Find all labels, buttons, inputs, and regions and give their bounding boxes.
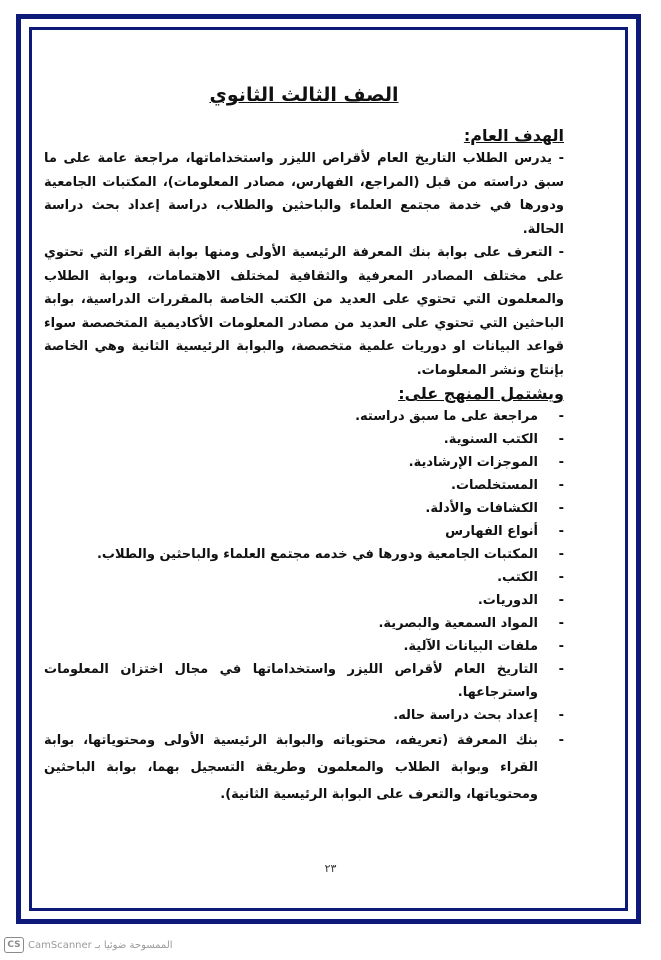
list-item: - بنك المعرفة (تعريفه، محتوياته والبوابة الرئيسية الأولى ومحتوياتها، بوابة القراء وبوابة الطلاب والمعلمون وطريقة التسجيل بهما، بوابة الباحثين ومحتوياتها، والتعرف على البوابة الرئيسية الثانية).: [44, 727, 564, 808]
camscanner-watermark: الممسوحة ضوئيا بـ CamScanner: [28, 939, 173, 951]
list-item: - التاريخ العام لأقراص الليزر واستخداماتها في مجال اختزان المعلومات واسترجاعها.: [44, 658, 564, 704]
list-item: - ملفات البيانات الآلية.: [44, 635, 564, 658]
page-number: ٢٣: [324, 862, 337, 875]
document-page: [44, 80, 564, 808]
list-item: - الكشافات والأدلة.: [44, 497, 564, 520]
goal-paragraph-1: - يدرس الطلاب التاريخ العام لأقراص الليزر واستخداماتها، مراجعة عامة على ما سبق دراسته من قبل (المراجع، الفهارس، مصادر المعلومات)، المكتبات الجامعية ودورها في خدمة مجتمع العلماء والباحثين والطلاب، دراسة إعداد بحث دراسة الحالة.: [44, 151, 564, 237]
list-item: - الدوريات.: [44, 589, 564, 612]
list-item: - المواد السمعية والبصرية.: [44, 612, 564, 635]
list-item: - الموجزات الإرشادية.: [44, 451, 564, 474]
list-item: - المستخلصات.: [44, 474, 564, 497]
list-item: - الكتب.: [44, 566, 564, 589]
list-item: - مراجعة على ما سبق دراسته.: [44, 405, 564, 428]
curriculum-list: [44, 405, 564, 808]
list-item: - المكتبات الجامعية ودورها في خدمه مجتمع العلماء والباحثين والطلاب.: [44, 543, 564, 566]
curriculum-heading: ويشتمل المنهج على:: [398, 384, 564, 403]
list-item: - إعداد بحث دراسة حاله.: [44, 704, 564, 727]
camscanner-footer: [4, 936, 173, 954]
page-title: الصف الثالث الثانوي: [209, 84, 399, 106]
goal-heading: الهدف العام:: [463, 126, 564, 145]
list-item: - الكتب السنوية.: [44, 428, 564, 451]
goal-paragraph-2: - التعرف على بوابة بنك المعرفة الرئيسية الأولى ومنها بوابة القراء التي تحتوي على مختلف المصادر المعرفية والثقافية لمختلف الاهتمامات، وبوابة الطلاب والمعلمون التي تحتوي على العديد من الكتب الخاصة بالمقررات الدراسية، بوابة الباحثين التي تحتوي على العديد من مصادر المعلومات الأكاديمية المتخصصة سواء قواعد البيانات او دوريات علمية متخصصة، والبوابة الرئيسية الثانية وهي الخاصة بإنتاج ونشر المعلومات.: [44, 245, 564, 378]
list-item: - أنواع الفهارس: [44, 520, 564, 543]
camscanner-logo-icon: CS: [4, 937, 24, 953]
